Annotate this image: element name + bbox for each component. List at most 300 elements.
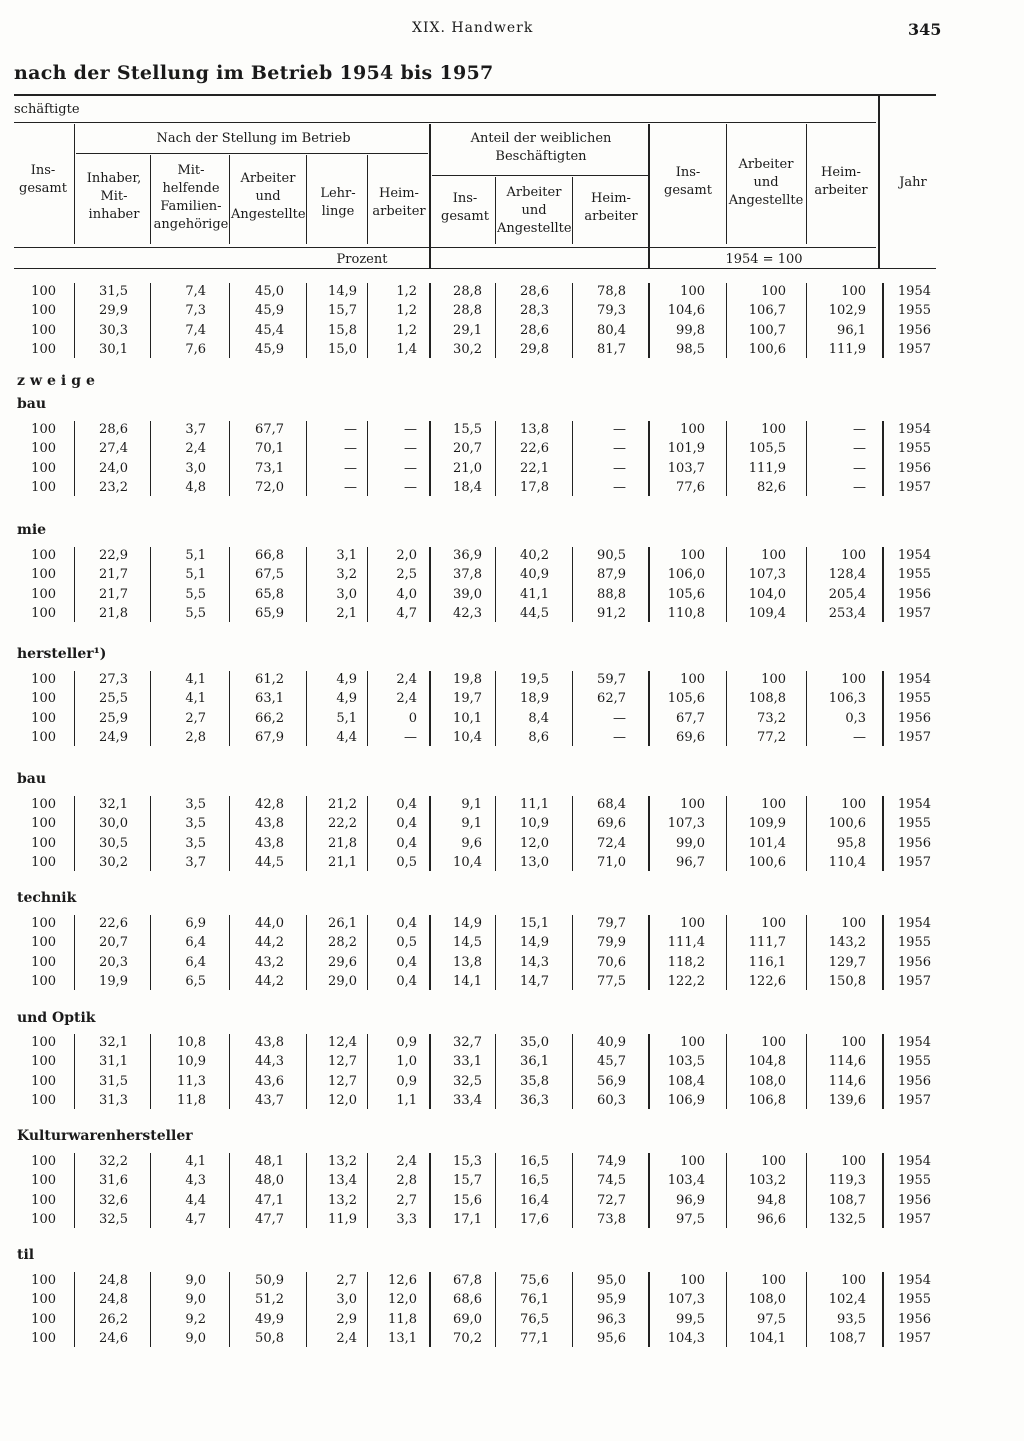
cell-lehrlinge: 15,0 — [328, 341, 357, 357]
table-row — [0, 670, 1024, 689]
section-label: und Optik — [17, 1010, 96, 1026]
column-divider — [74, 1153, 75, 1228]
cell-lehrlinge: 2,9 — [336, 1311, 357, 1327]
cell-i-arbeiter: 111,7 — [748, 935, 786, 951]
cell-insgesamt: 100 — [31, 854, 56, 870]
column-divider — [648, 421, 650, 496]
cell-lehrlinge: 5,1 — [336, 710, 357, 726]
section-label: Kulturwarenhersteller — [17, 1128, 193, 1144]
cell-i-insgesamt: 111,4 — [667, 935, 705, 951]
cell-w-arbeiter: 36,1 — [520, 1054, 549, 1070]
cell-inhaber: 25,5 — [99, 691, 128, 707]
cell-jahr: 1954 — [897, 422, 931, 437]
cell-inhaber: 23,2 — [99, 479, 128, 495]
cell-heimarbeiter: — — [404, 441, 417, 457]
header-divider — [648, 124, 650, 269]
cell-familie: 4,1 — [185, 1154, 206, 1169]
cell-i-heimarbeiter: 119,3 — [828, 1173, 866, 1189]
cell-arbeiter: 47,7 — [255, 1211, 284, 1227]
page-title: nach der Stellung im Betrieb 1954 bis 1957 — [14, 62, 494, 84]
cell-jahr: 1954 — [897, 797, 931, 812]
cell-jahr: 1955 — [897, 1054, 931, 1070]
cell-w-heimarbeiter: 90,5 — [597, 548, 626, 563]
cell-w-insgesamt: 42,3 — [453, 605, 482, 621]
cell-w-insgesamt: 33,4 — [453, 1092, 482, 1108]
cell-i-arbeiter: 108,8 — [748, 691, 786, 707]
column-divider — [306, 1034, 307, 1109]
cell-i-insgesamt: 104,6 — [667, 303, 705, 319]
cell-w-insgesamt: 69,0 — [453, 1311, 482, 1327]
cell-i-insgesamt: 118,2 — [667, 954, 705, 970]
cell-w-arbeiter: 29,8 — [520, 341, 549, 357]
cell-w-insgesamt: 9,1 — [461, 816, 482, 832]
column-divider — [429, 1153, 431, 1228]
cell-familie: 4,7 — [185, 1211, 206, 1227]
cell-i-insgesamt: 108,4 — [667, 1073, 705, 1089]
cell-jahr: 1956 — [897, 710, 931, 726]
cell-insgesamt: 100 — [31, 672, 56, 687]
column-divider — [306, 796, 307, 871]
jahr-column-divider — [878, 96, 880, 269]
cell-w-arbeiter: 15,1 — [520, 916, 549, 931]
cell-familie: 7,4 — [185, 284, 206, 299]
cell-w-insgesamt: 9,1 — [461, 797, 482, 812]
cell-i-arbeiter: 100 — [761, 797, 786, 812]
col-header-w-heimarbeiter: Heim- arbeiter — [584, 191, 638, 224]
group-header-anteil: Anteil der weiblichen Beschäftigten — [470, 131, 612, 164]
cell-familie: 6,4 — [185, 935, 206, 951]
cell-i-insgesamt: 100 — [680, 797, 705, 812]
cell-w-insgesamt: 20,7 — [453, 441, 482, 457]
cell-insgesamt: 100 — [31, 1035, 56, 1050]
cell-w-arbeiter: 11,1 — [520, 797, 549, 812]
column-divider — [572, 1153, 573, 1228]
cell-jahr: 1954 — [897, 916, 931, 931]
column-divider — [367, 915, 368, 990]
cell-w-heimarbeiter: 56,9 — [597, 1073, 626, 1089]
cell-w-arbeiter: 19,5 — [520, 672, 549, 687]
cell-i-heimarbeiter: 100 — [841, 672, 866, 687]
column-divider — [150, 283, 151, 358]
cell-w-insgesamt: 14,1 — [453, 973, 482, 989]
cell-heimarbeiter: — — [404, 422, 417, 437]
cell-jahr: 1955 — [897, 567, 931, 583]
cell-w-heimarbeiter: 78,8 — [597, 284, 626, 299]
cell-i-insgesamt: 99,5 — [676, 1311, 705, 1327]
table-row — [0, 340, 1024, 359]
table-row — [0, 565, 1024, 584]
cell-w-insgesamt: 70,2 — [453, 1330, 482, 1346]
cell-w-arbeiter: 16,4 — [520, 1192, 549, 1208]
table-row — [0, 459, 1024, 478]
cell-jahr: 1956 — [897, 1192, 931, 1208]
column-divider — [882, 1272, 884, 1347]
cell-jahr: 1955 — [897, 935, 931, 951]
table-row — [0, 420, 1024, 439]
cell-lehrlinge: 12,7 — [328, 1073, 357, 1089]
table-row — [0, 1310, 1024, 1329]
table-row — [0, 604, 1024, 623]
cell-i-arbeiter: 77,2 — [757, 729, 786, 745]
cell-jahr: 1956 — [897, 460, 931, 476]
cell-inhaber: 27,4 — [99, 441, 128, 457]
cell-i-arbeiter: 107,3 — [748, 567, 786, 583]
cell-inhaber: 21,7 — [99, 586, 128, 602]
table-row — [0, 795, 1024, 814]
column-divider — [229, 421, 230, 496]
cell-w-insgesamt: 29,1 — [453, 322, 482, 338]
cell-inhaber: 31,3 — [99, 1092, 128, 1108]
cell-lehrlinge: 3,0 — [336, 1292, 357, 1308]
cell-w-arbeiter: 14,3 — [520, 954, 549, 970]
cell-w-arbeiter: 22,1 — [520, 460, 549, 476]
cell-heimarbeiter: 13,1 — [388, 1330, 417, 1346]
column-divider — [229, 671, 230, 746]
cell-insgesamt: 100 — [31, 1192, 56, 1208]
column-divider — [882, 1153, 884, 1228]
cell-w-insgesamt: 10,4 — [453, 729, 482, 745]
cell-w-heimarbeiter: 79,9 — [597, 935, 626, 951]
cell-w-arbeiter: 8,6 — [528, 729, 549, 745]
cell-w-insgesamt: 28,8 — [453, 284, 482, 299]
cell-lehrlinge: 3,1 — [336, 548, 357, 563]
cell-familie: 5,1 — [185, 548, 206, 563]
cell-heimarbeiter: 3,3 — [396, 1211, 417, 1227]
cell-i-insgesamt: 100 — [680, 916, 705, 931]
column-divider — [806, 283, 807, 358]
cell-w-heimarbeiter: 79,3 — [597, 303, 626, 319]
column-divider — [229, 1272, 230, 1347]
cell-i-insgesamt: 98,5 — [676, 341, 705, 357]
table-top-label: schäftigte — [14, 102, 80, 117]
col-header-heimarbeiter: Heim- arbeiter — [372, 186, 426, 219]
cell-insgesamt: 100 — [31, 691, 56, 707]
cell-w-insgesamt: 15,3 — [453, 1154, 482, 1169]
table-row — [0, 953, 1024, 972]
cell-arbeiter: 43,2 — [255, 954, 284, 970]
col-header-arbeiter: Arbeiter und Angestellte — [231, 171, 306, 222]
cell-arbeiter: 44,2 — [255, 935, 284, 951]
cell-lehrlinge: 12,7 — [328, 1054, 357, 1070]
cell-arbeiter: 44,2 — [255, 973, 284, 989]
cell-w-heimarbeiter: 72,4 — [597, 835, 626, 851]
cell-w-arbeiter: 13,0 — [520, 854, 549, 870]
cell-w-arbeiter: 16,5 — [520, 1154, 549, 1169]
cell-arbeiter: 73,1 — [255, 460, 284, 476]
section-label: mie — [17, 522, 47, 538]
cell-arbeiter: 45,0 — [255, 284, 284, 299]
cell-w-heimarbeiter: 74,9 — [597, 1154, 626, 1169]
column-divider — [429, 421, 431, 496]
cell-arbeiter: 48,0 — [255, 1173, 284, 1189]
cell-heimarbeiter: 1,2 — [396, 322, 417, 338]
column-divider — [429, 547, 431, 622]
cell-i-insgesamt: 97,5 — [676, 1211, 705, 1227]
cell-lehrlinge: 12,4 — [328, 1035, 357, 1050]
table-row — [0, 933, 1024, 952]
cell-i-heimarbeiter: 114,6 — [828, 1073, 866, 1089]
cell-i-insgesamt: 104,3 — [667, 1330, 705, 1346]
cell-inhaber: 30,5 — [99, 835, 128, 851]
cell-lehrlinge: 3,2 — [336, 567, 357, 583]
cell-i-heimarbeiter: — — [853, 729, 866, 745]
column-divider — [229, 796, 230, 871]
cell-i-insgesamt: 67,7 — [676, 710, 705, 726]
column-divider — [495, 915, 496, 990]
cell-lehrlinge: 26,1 — [328, 916, 357, 931]
cell-arbeiter: 67,7 — [255, 422, 284, 437]
cell-i-insgesamt: 99,0 — [676, 835, 705, 851]
column-divider — [648, 671, 650, 746]
column-divider — [306, 283, 307, 358]
cell-heimarbeiter: 0,9 — [396, 1035, 417, 1050]
cell-i-insgesamt: 103,4 — [667, 1173, 705, 1189]
column-divider — [495, 283, 496, 358]
cell-i-arbeiter: 103,2 — [748, 1173, 786, 1189]
cell-lehrlinge: 4,9 — [336, 691, 357, 707]
cell-w-arbeiter: 14,9 — [520, 935, 549, 951]
cell-w-insgesamt: 14,9 — [453, 916, 482, 931]
cell-lehrlinge: 13,2 — [328, 1192, 357, 1208]
cell-i-arbeiter: 104,1 — [748, 1330, 786, 1346]
column-divider — [367, 796, 368, 871]
cell-inhaber: 24,9 — [99, 729, 128, 745]
column-divider — [229, 283, 230, 358]
running-header — [0, 20, 1024, 42]
cell-lehrlinge: 13,4 — [328, 1173, 357, 1189]
column-divider — [726, 1153, 727, 1228]
group-rule-stellung — [76, 153, 428, 154]
cell-arbeiter: 72,0 — [255, 479, 284, 495]
cell-insgesamt: 100 — [31, 441, 56, 457]
cell-w-heimarbeiter: 96,3 — [597, 1311, 626, 1327]
cell-i-heimarbeiter: 100 — [841, 284, 866, 299]
cell-jahr: 1957 — [897, 1330, 931, 1346]
cell-insgesamt: 100 — [31, 1311, 56, 1327]
cell-insgesamt: 100 — [31, 835, 56, 851]
cell-arbeiter: 51,2 — [255, 1292, 284, 1308]
header-divider — [495, 177, 496, 244]
cell-i-heimarbeiter: 114,6 — [828, 1054, 866, 1070]
cell-lehrlinge: 15,8 — [328, 322, 357, 338]
cell-heimarbeiter: 12,6 — [388, 1273, 417, 1288]
cell-heimarbeiter: — — [404, 460, 417, 476]
cell-inhaber: 22,9 — [99, 548, 128, 563]
cell-heimarbeiter: 0,4 — [396, 916, 417, 931]
cell-i-heimarbeiter: 205,4 — [828, 586, 866, 602]
cell-insgesamt: 100 — [31, 1054, 56, 1070]
page-number: 345 — [908, 20, 942, 39]
cell-i-heimarbeiter: — — [853, 441, 866, 457]
cell-jahr: 1957 — [897, 1211, 931, 1227]
cell-w-heimarbeiter: 40,9 — [597, 1035, 626, 1050]
column-divider — [726, 915, 727, 990]
cell-w-heimarbeiter: 62,7 — [597, 691, 626, 707]
cell-inhaber: 29,9 — [99, 303, 128, 319]
cell-insgesamt: 100 — [31, 935, 56, 951]
column-divider — [648, 915, 650, 990]
cell-inhaber: 20,7 — [99, 935, 128, 951]
table-row — [0, 478, 1024, 497]
col-header-lehrlinge: Lehr- linge — [320, 186, 356, 219]
cell-w-insgesamt: 30,2 — [453, 341, 482, 357]
column-divider — [806, 1153, 807, 1228]
cell-lehrlinge: 14,9 — [328, 284, 357, 299]
column-divider — [806, 915, 807, 990]
col-header-w-insgesamt: Ins- gesamt — [441, 191, 489, 224]
cell-lehrlinge: 15,7 — [328, 303, 357, 319]
cell-i-heimarbeiter: 95,8 — [837, 835, 866, 851]
cell-insgesamt: 100 — [31, 1292, 56, 1308]
section-label: technik — [17, 890, 77, 906]
cell-jahr: 1957 — [897, 1092, 931, 1108]
header-divider — [806, 124, 807, 244]
column-divider — [429, 796, 431, 871]
cell-lehrlinge: — — [344, 422, 357, 437]
cell-inhaber: 32,1 — [99, 1035, 128, 1050]
cell-familie: 9,0 — [185, 1292, 206, 1308]
cell-insgesamt: 100 — [31, 586, 56, 602]
cell-i-heimarbeiter: 96,1 — [837, 322, 866, 338]
cell-i-heimarbeiter: 93,5 — [837, 1311, 866, 1327]
cell-w-arbeiter: 10,9 — [520, 816, 549, 832]
column-divider — [150, 1272, 151, 1347]
group-rule-anteil — [432, 175, 648, 176]
column-divider — [229, 1153, 230, 1228]
cell-w-insgesamt: 14,5 — [453, 935, 482, 951]
cell-i-heimarbeiter: 139,6 — [828, 1092, 866, 1108]
cell-i-arbeiter: 108,0 — [748, 1292, 786, 1308]
cell-w-arbeiter: 75,6 — [520, 1273, 549, 1288]
cell-heimarbeiter: 0,9 — [396, 1073, 417, 1089]
cell-w-heimarbeiter: 72,7 — [597, 1192, 626, 1208]
cell-w-insgesamt: 28,8 — [453, 303, 482, 319]
cell-familie: 4,8 — [185, 479, 206, 495]
cell-w-arbeiter: 35,8 — [520, 1073, 549, 1089]
cell-i-heimarbeiter: 102,4 — [828, 1292, 866, 1308]
cell-i-heimarbeiter: 100 — [841, 548, 866, 563]
cell-insgesamt: 100 — [31, 567, 56, 583]
cell-i-heimarbeiter: 128,4 — [828, 567, 866, 583]
header-divider — [150, 155, 151, 244]
column-divider — [74, 283, 75, 358]
section-label: hersteller¹) — [17, 646, 107, 662]
header-divider — [572, 177, 573, 244]
column-divider — [495, 1034, 496, 1109]
column-divider — [429, 1272, 431, 1347]
col-header-i-insgesamt: Ins- gesamt — [664, 165, 712, 198]
cell-lehrlinge: 22,2 — [328, 816, 357, 832]
column-divider — [74, 915, 75, 990]
cell-w-arbeiter: 28,3 — [520, 303, 549, 319]
cell-i-arbeiter: 104,0 — [748, 586, 786, 602]
cell-i-heimarbeiter: — — [853, 460, 866, 476]
cell-lehrlinge: 21,1 — [328, 854, 357, 870]
col-header-i-arbeiter: Arbeiter und Angestellte — [728, 157, 804, 208]
column-divider — [306, 671, 307, 746]
cell-jahr: 1956 — [897, 322, 931, 338]
cell-i-heimarbeiter: 100 — [841, 916, 866, 931]
cell-w-insgesamt: 10,4 — [453, 854, 482, 870]
column-divider — [572, 671, 573, 746]
header-divider — [367, 155, 368, 244]
cell-familie: 11,3 — [177, 1073, 206, 1089]
cell-jahr: 1955 — [897, 303, 931, 319]
cell-heimarbeiter: 2,7 — [396, 1192, 417, 1208]
cell-w-heimarbeiter: — — [613, 422, 626, 437]
cell-heimarbeiter: 0,4 — [396, 816, 417, 832]
table-row — [0, 914, 1024, 933]
cell-inhaber: 31,5 — [99, 1073, 128, 1089]
col-header-insgesamt: Ins- gesamt — [19, 163, 67, 196]
column-divider — [726, 671, 727, 746]
group-header-stellung: Nach der Stellung im Betrieb — [156, 131, 351, 146]
cell-i-insgesamt: 96,9 — [676, 1192, 705, 1208]
column-divider — [882, 547, 884, 622]
cell-arbeiter: 44,0 — [255, 916, 284, 931]
cell-insgesamt: 100 — [31, 1330, 56, 1346]
cell-w-heimarbeiter: 79,7 — [597, 916, 626, 931]
cell-i-heimarbeiter: 106,3 — [828, 691, 866, 707]
cell-familie: 3,5 — [185, 835, 206, 851]
cell-arbeiter: 66,8 — [255, 548, 284, 563]
column-divider — [306, 1153, 307, 1228]
cell-w-heimarbeiter: 70,6 — [597, 954, 626, 970]
cell-insgesamt: 100 — [31, 605, 56, 621]
cell-lehrlinge: 28,2 — [328, 935, 357, 951]
col-header-jahr: Jahr — [899, 175, 927, 190]
cell-arbeiter: 48,1 — [255, 1154, 284, 1169]
cell-w-arbeiter: 18,9 — [520, 691, 549, 707]
cell-lehrlinge: 2,4 — [336, 1330, 357, 1346]
column-divider — [648, 1272, 650, 1347]
cell-lehrlinge: 12,0 — [328, 1092, 357, 1108]
column-divider — [367, 547, 368, 622]
cell-w-arbeiter: 77,1 — [520, 1330, 549, 1346]
unit-prozent: Prozent — [336, 252, 388, 267]
cell-familie: 10,9 — [177, 1054, 206, 1070]
column-divider — [726, 1034, 727, 1109]
cell-inhaber: 21,8 — [99, 605, 128, 621]
cell-w-insgesamt: 39,0 — [453, 586, 482, 602]
column-divider — [572, 547, 573, 622]
header-divider — [74, 124, 75, 244]
cell-inhaber: 27,3 — [99, 672, 128, 687]
cell-inhaber: 31,1 — [99, 1054, 128, 1070]
table-top-rule — [14, 94, 936, 96]
cell-lehrlinge: 4,4 — [336, 729, 357, 745]
cell-w-heimarbeiter: 69,6 — [597, 816, 626, 832]
cell-insgesamt: 100 — [31, 1092, 56, 1108]
cell-w-arbeiter: 76,5 — [520, 1311, 549, 1327]
cell-inhaber: 30,2 — [99, 854, 128, 870]
cell-familie: 7,6 — [185, 341, 206, 357]
column-divider — [806, 547, 807, 622]
cell-inhaber: 24,6 — [99, 1330, 128, 1346]
cell-insgesamt: 100 — [31, 710, 56, 726]
cell-i-arbeiter: 100,7 — [748, 322, 786, 338]
cell-familie: 5,5 — [185, 586, 206, 602]
cell-jahr: 1957 — [897, 854, 931, 870]
table-row — [0, 814, 1024, 833]
cell-arbeiter: 66,2 — [255, 710, 284, 726]
cell-arbeiter: 43,8 — [255, 1035, 284, 1050]
cell-i-insgesamt: 106,9 — [667, 1092, 705, 1108]
cell-jahr: 1954 — [897, 672, 931, 687]
cell-familie: 5,1 — [185, 567, 206, 583]
cell-w-heimarbeiter: 95,6 — [597, 1330, 626, 1346]
cell-familie: 3,7 — [185, 422, 206, 437]
